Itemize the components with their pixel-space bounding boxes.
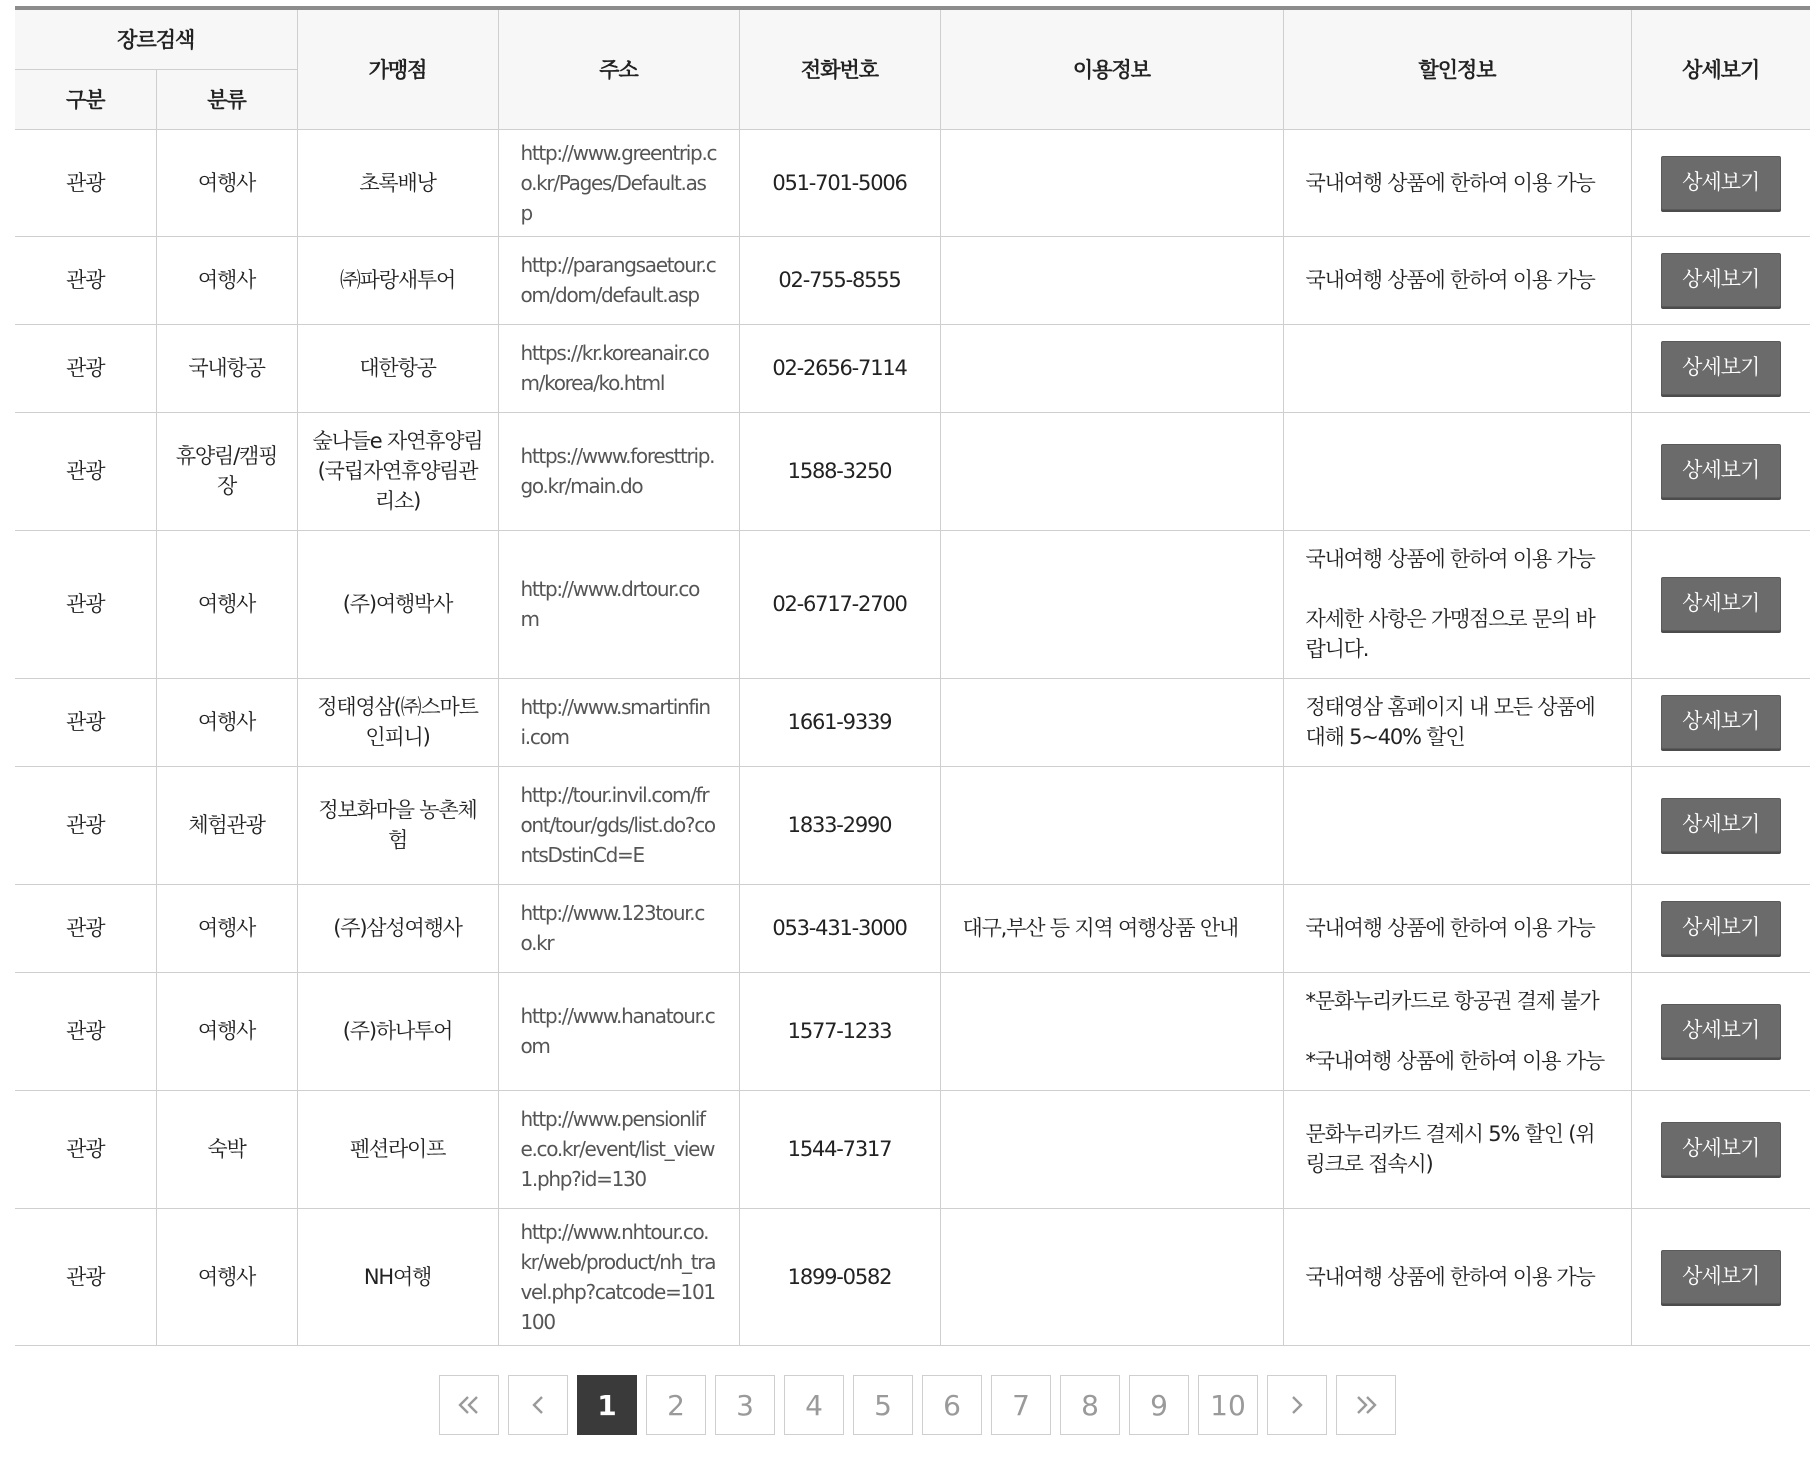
detail-cell bbox=[1631, 530, 1810, 678]
detail-cell bbox=[1631, 1090, 1810, 1208]
usage-info-header: 이용정보 bbox=[940, 8, 1283, 129]
address-cell bbox=[498, 678, 739, 766]
address-link[interactable]: http://www.smartinfini.com bbox=[520, 695, 710, 749]
category-cell: 관광 bbox=[15, 324, 156, 412]
category-header: 구분 bbox=[15, 69, 156, 129]
discount-line: 국내여행 상품에 한하여 이용 가능 bbox=[1305, 547, 1595, 571]
detail-cell bbox=[1631, 972, 1810, 1090]
prev-page-button[interactable] bbox=[508, 1375, 568, 1435]
classification-cell: 여행사 bbox=[156, 1208, 297, 1345]
merchant-cell: 정태영삼(㈜스마트인피니) bbox=[297, 678, 498, 766]
detail-header: 상세보기 bbox=[1631, 8, 1810, 129]
pagination bbox=[439, 1375, 1396, 1435]
merchant-cell: (주)여행박사 bbox=[297, 530, 498, 678]
usage-info-cell bbox=[940, 236, 1283, 324]
classification-cell: 체험관광 bbox=[156, 766, 297, 884]
table-row bbox=[15, 236, 1810, 324]
category-cell: 관광 bbox=[15, 129, 156, 236]
address-cell bbox=[498, 129, 739, 236]
merchant-list bbox=[15, 6, 1810, 1346]
page-4[interactable]: 4 bbox=[784, 1375, 844, 1435]
discount-line: 정태영삼 홈페이지 내 모든 상품에 대해 5~40% 할인 bbox=[1305, 695, 1595, 749]
category-cell: 관광 bbox=[15, 236, 156, 324]
chevron-left-icon bbox=[531, 1395, 545, 1415]
discount-info-header: 할인정보 bbox=[1283, 8, 1631, 129]
chevron-right-icon bbox=[1290, 1395, 1304, 1415]
category-cell: 관광 bbox=[15, 678, 156, 766]
address-link[interactable]: https://www.foresttrip.go.kr/main.do bbox=[520, 444, 715, 498]
detail-button[interactable]: 상세보기 bbox=[1661, 1250, 1781, 1304]
discount-line: 국내여행 상품에 한하여 이용 가능 bbox=[1305, 268, 1595, 292]
merchant-table bbox=[15, 6, 1810, 1346]
discount-info-cell bbox=[1283, 236, 1631, 324]
address-cell bbox=[498, 766, 739, 884]
address-cell bbox=[498, 236, 739, 324]
table-row bbox=[15, 412, 1810, 530]
address-cell bbox=[498, 884, 739, 972]
merchant-cell: ㈜파랑새투어 bbox=[297, 236, 498, 324]
classification-cell: 휴양림/캠핑장 bbox=[156, 412, 297, 530]
classification-cell: 국내항공 bbox=[156, 324, 297, 412]
discount-line: 국내여행 상품에 한하여 이용 가능 bbox=[1305, 1264, 1595, 1289]
merchant-cell: (주)하나투어 bbox=[297, 972, 498, 1090]
classification-cell: 여행사 bbox=[156, 972, 297, 1090]
detail-cell bbox=[1631, 236, 1810, 324]
category-cell: 관광 bbox=[15, 1208, 156, 1345]
discount-info-cell bbox=[1283, 324, 1631, 412]
table-row bbox=[15, 678, 1810, 766]
discount-info-cell bbox=[1283, 678, 1631, 766]
detail-button[interactable]: 상세보기 bbox=[1661, 798, 1781, 852]
address-link[interactable]: http://www.pensionlife.co.kr/event/list_view1.php?id=130 bbox=[520, 1107, 715, 1191]
address-header: 주소 bbox=[498, 8, 739, 129]
discount-line: *국내여행 상품에 한하여 이용 가능 bbox=[1305, 1049, 1604, 1073]
phone-cell: 051-701-5006 bbox=[739, 129, 940, 236]
discount-info-cell bbox=[1283, 1208, 1631, 1345]
address-cell bbox=[498, 324, 739, 412]
detail-cell bbox=[1631, 412, 1810, 530]
page-5[interactable]: 5 bbox=[853, 1375, 913, 1435]
first-page-button[interactable] bbox=[439, 1375, 499, 1435]
usage-info-cell bbox=[940, 324, 1283, 412]
classification-header: 분류 bbox=[156, 69, 297, 129]
detail-button[interactable]: 상세보기 bbox=[1661, 1004, 1781, 1058]
discount-info-cell bbox=[1283, 412, 1631, 530]
address-cell bbox=[498, 1090, 739, 1208]
discount-line: 국내여행 상품에 한하여 이용 가능 bbox=[1305, 916, 1595, 940]
table-row bbox=[15, 530, 1810, 678]
detail-button[interactable]: 상세보기 bbox=[1661, 695, 1781, 749]
discount-info-cell bbox=[1283, 884, 1631, 972]
table-header bbox=[15, 8, 1810, 129]
page-7[interactable]: 7 bbox=[991, 1375, 1051, 1435]
detail-cell bbox=[1631, 129, 1810, 236]
detail-button[interactable]: 상세보기 bbox=[1661, 901, 1781, 955]
page-9[interactable]: 9 bbox=[1129, 1375, 1189, 1435]
page-10[interactable]: 10 bbox=[1198, 1375, 1258, 1435]
classification-cell: 여행사 bbox=[156, 530, 297, 678]
next-page-button[interactable] bbox=[1267, 1375, 1327, 1435]
detail-button[interactable]: 상세보기 bbox=[1661, 253, 1781, 307]
discount-info-cell bbox=[1283, 766, 1631, 884]
table-row bbox=[15, 766, 1810, 884]
phone-cell: 1577-1233 bbox=[739, 972, 940, 1090]
detail-button[interactable]: 상세보기 bbox=[1661, 156, 1781, 210]
category-cell: 관광 bbox=[15, 766, 156, 884]
phone-cell: 02-755-8555 bbox=[739, 236, 940, 324]
phone-cell: 02-6717-2700 bbox=[739, 530, 940, 678]
category-cell: 관광 bbox=[15, 972, 156, 1090]
detail-button[interactable]: 상세보기 bbox=[1661, 341, 1781, 395]
merchant-cell: 초록배낭 bbox=[297, 129, 498, 236]
usage-info-cell bbox=[940, 1090, 1283, 1208]
discount-info-cell bbox=[1283, 129, 1631, 236]
address-link[interactable]: http://www.greentrip.co.kr/Pages/Default.asp bbox=[520, 140, 717, 225]
usage-info-cell bbox=[940, 530, 1283, 678]
address-cell bbox=[498, 972, 739, 1090]
phone-cell: 02-2656-7114 bbox=[739, 324, 940, 412]
merchant-cell: 정보화마을 농촌체험 bbox=[297, 766, 498, 884]
usage-info-cell bbox=[940, 972, 1283, 1090]
discount-line: 국내여행 상품에 한하여 이용 가능 bbox=[1305, 170, 1595, 195]
category-cell: 관광 bbox=[15, 530, 156, 678]
discount-info-cell bbox=[1283, 530, 1631, 678]
merchant-cell: NH여행 bbox=[297, 1208, 498, 1345]
page-3[interactable]: 3 bbox=[715, 1375, 775, 1435]
usage-info-cell bbox=[940, 766, 1283, 884]
phone-cell: 1588-3250 bbox=[739, 412, 940, 530]
merchant-cell: (주)삼성여행사 bbox=[297, 884, 498, 972]
double-chevron-right-icon bbox=[1354, 1395, 1378, 1415]
detail-cell bbox=[1631, 766, 1810, 884]
classification-cell: 여행사 bbox=[156, 884, 297, 972]
classification-cell: 여행사 bbox=[156, 678, 297, 766]
detail-button[interactable]: 상세보기 bbox=[1661, 444, 1781, 498]
address-link[interactable]: http://www.123tour.co.kr bbox=[520, 901, 705, 955]
detail-cell bbox=[1631, 884, 1810, 972]
merchant-cell: 펜션라이프 bbox=[297, 1090, 498, 1208]
classification-cell: 여행사 bbox=[156, 236, 297, 324]
usage-info-cell bbox=[940, 129, 1283, 236]
discount-line: 문화누리카드 결제시 5% 할인 (위 링크로 접속시) bbox=[1305, 1122, 1595, 1176]
usage-info-cell bbox=[940, 1208, 1283, 1345]
usage-info-cell bbox=[940, 412, 1283, 530]
table-row bbox=[15, 972, 1810, 1090]
detail-button[interactable]: 상세보기 bbox=[1661, 1122, 1781, 1176]
table-row bbox=[15, 1090, 1810, 1208]
detail-cell bbox=[1631, 678, 1810, 766]
page-2[interactable]: 2 bbox=[646, 1375, 706, 1435]
page-6[interactable]: 6 bbox=[922, 1375, 982, 1435]
phone-cell: 1833-2990 bbox=[739, 766, 940, 884]
table-row bbox=[15, 129, 1810, 236]
detail-cell bbox=[1631, 324, 1810, 412]
address-link[interactable]: http://tour.invil.com/front/tour/gds/list.do?contsDstinCd=E bbox=[520, 783, 715, 867]
detail-cell bbox=[1631, 1208, 1810, 1345]
last-page-button[interactable] bbox=[1336, 1375, 1396, 1435]
address-link[interactable]: http://parangsaetour.com/dom/default.asp bbox=[520, 253, 716, 307]
address-link[interactable]: https://kr.koreanair.com/korea/ko.html bbox=[520, 341, 709, 395]
address-link[interactable]: http://www.drtour.com bbox=[520, 577, 700, 631]
address-cell bbox=[498, 1208, 739, 1345]
classification-cell: 여행사 bbox=[156, 129, 297, 236]
category-cell: 관광 bbox=[15, 412, 156, 530]
merchant-cell: 숲나들e 자연휴양림(국립자연휴양림관리소) bbox=[297, 412, 498, 530]
detail-button[interactable]: 상세보기 bbox=[1661, 577, 1781, 631]
phone-cell: 1661-9339 bbox=[739, 678, 940, 766]
address-link[interactable]: http://www.nhtour.co.kr/web/product/nh_travel.php?catcode=101100 bbox=[520, 1219, 716, 1334]
table-row bbox=[15, 1208, 1810, 1345]
table-row bbox=[15, 324, 1810, 412]
phone-cell: 1544-7317 bbox=[739, 1090, 940, 1208]
discount-line: *문화누리카드로 항공권 결제 불가 bbox=[1305, 989, 1599, 1013]
phone-header: 전화번호 bbox=[739, 8, 940, 129]
phone-cell: 053-431-3000 bbox=[739, 884, 940, 972]
genre-search-header: 장르검색 bbox=[15, 8, 297, 69]
page-8[interactable]: 8 bbox=[1060, 1375, 1120, 1435]
usage-info-cell bbox=[940, 678, 1283, 766]
table-body bbox=[15, 129, 1810, 1345]
page-1[interactable]: 1 bbox=[577, 1375, 637, 1435]
address-cell bbox=[498, 530, 739, 678]
discount-info-cell bbox=[1283, 972, 1631, 1090]
classification-cell: 숙박 bbox=[156, 1090, 297, 1208]
category-cell: 관광 bbox=[15, 884, 156, 972]
address-link[interactable]: http://www.hanatour.com bbox=[520, 1004, 715, 1058]
phone-cell: 1899-0582 bbox=[739, 1208, 940, 1345]
discount-line: 자세한 사항은 가맹점으로 문의 바랍니다. bbox=[1305, 607, 1595, 661]
merchant-header: 가맹점 bbox=[297, 8, 498, 129]
usage-info-cell: 대구,부산 등 지역 여행상품 안내 bbox=[940, 884, 1283, 972]
category-cell: 관광 bbox=[15, 1090, 156, 1208]
merchant-cell: 대한항공 bbox=[297, 324, 498, 412]
discount-info-cell bbox=[1283, 1090, 1631, 1208]
table-row bbox=[15, 884, 1810, 972]
address-cell bbox=[498, 412, 739, 530]
double-chevron-left-icon bbox=[457, 1395, 481, 1415]
